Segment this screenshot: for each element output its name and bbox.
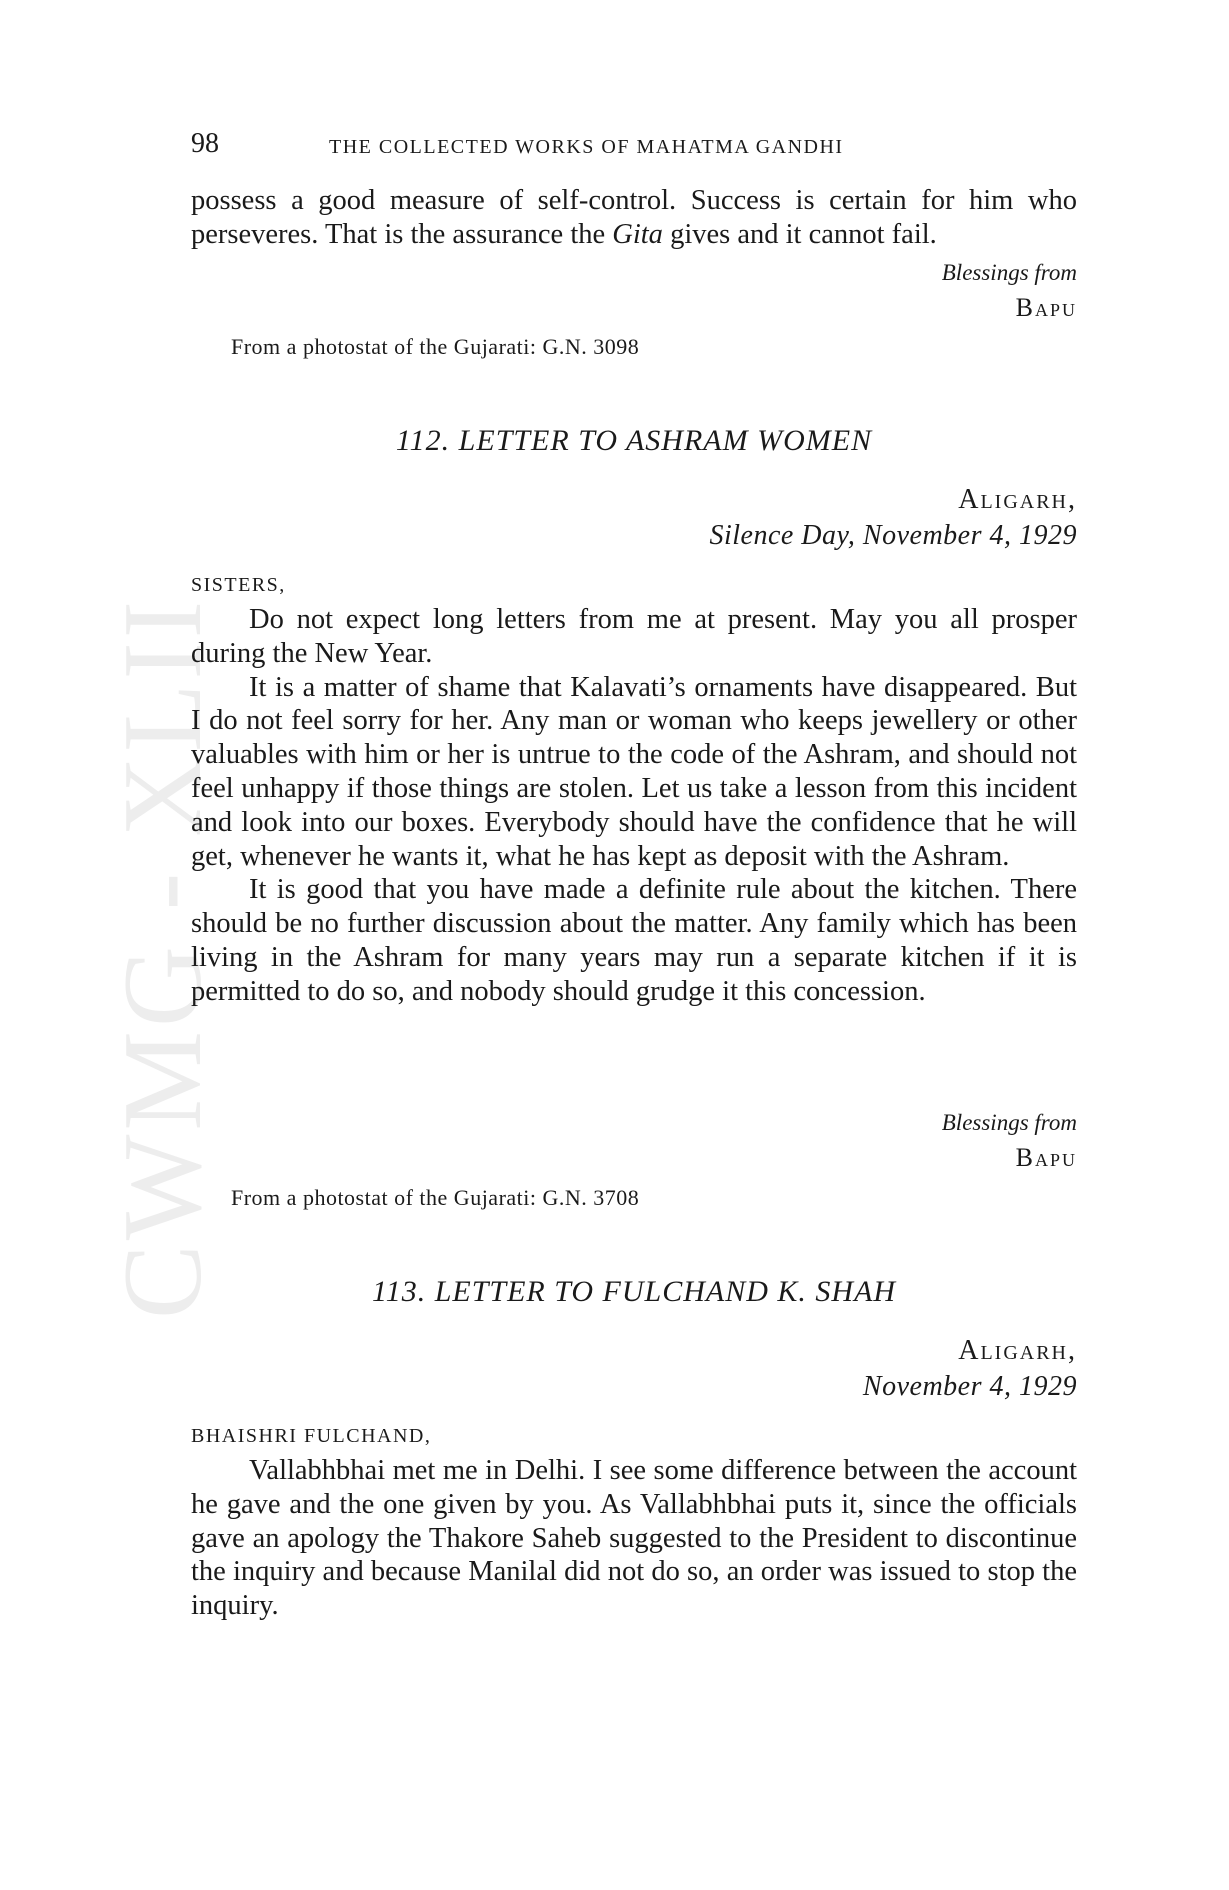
salutation: BHAISHRI FULCHAND, <box>191 1425 432 1447</box>
letter-title: 113. LETTER TO FULCHAND K. SHAH <box>371 1275 897 1308</box>
page-number: 98 <box>191 128 219 159</box>
source-note: From a photostat of the Gujarati: G.N. 3708 <box>231 1185 640 1210</box>
paragraph: Vallabhbhai met me in Delhi. I see some difference between the account he gave and the one given by you. As Vallabhbhai puts it, since the officials gave an apology the Thakore Saheb suggested to the President to discontinue the inquiry and because Manilal did not do so, an order was issued to stop the inquiry. <box>191 1455 1077 1622</box>
continuation-text <box>191 184 1077 252</box>
page-header <box>191 128 1077 168</box>
watermark: CWMG - XLII <box>101 596 225 1320</box>
place: Aligarh, <box>958 484 1077 515</box>
signature-block <box>677 258 1077 326</box>
place-date <box>577 1333 1077 1405</box>
signature: Bapu <box>1015 293 1077 322</box>
source-note: From a photostat of the Gujarati: G.N. 3098 <box>231 334 640 359</box>
place: Aligarh, <box>958 1335 1077 1366</box>
signature-block <box>677 1108 1077 1176</box>
letter-title: 112. LETTER TO ASHRAM WOMEN <box>395 424 873 457</box>
paragraph: It is a matter of shame that Kalavati’s ornaments have disappeared. But I do not feel sorry for her. Any man or woman who keeps jewellery or other valuables with him or her is untrue to the code of the Ashram, and should not feel unhappy if those things are stolen. Let us take a lesson from this incident and look into our boxes. Everybody should have the confidence that he will get, whenever he wants it, what he has kept as deposit with the Ashram. <box>191 671 1077 872</box>
salutation: SISTERS, <box>191 574 286 596</box>
signature: Bapu <box>1015 1143 1077 1172</box>
running-title: THE COLLECTED WORKS OF MAHATMA GANDHI <box>329 136 844 158</box>
paragraph: Do not expect long letters from me at present. May you all prosper during the New Year. <box>191 604 1077 669</box>
blessing-line: Blessings from <box>941 1110 1077 1135</box>
letter-body <box>191 1454 1077 1623</box>
blessing-line: Blessings from <box>941 260 1077 285</box>
date: November 4, 1929 <box>862 1371 1077 1402</box>
letter-body <box>191 603 1077 1009</box>
paragraph: possess a good measure of self-control. Success is certain for him who perseveres. That is the assurance the Gita gives and it cannot fail. <box>191 185 1077 250</box>
date: Silence Day, November 4, 1929 <box>709 520 1077 551</box>
place-date <box>577 482 1077 554</box>
paragraph: It is good that you have made a definite rule about the kitchen. There should be no further discussion about the matter. Any family which has been living in the Ashram for many years may run a separate kitchen if it is permitted to do so, and nobody should grudge it this concession. <box>191 874 1077 1007</box>
